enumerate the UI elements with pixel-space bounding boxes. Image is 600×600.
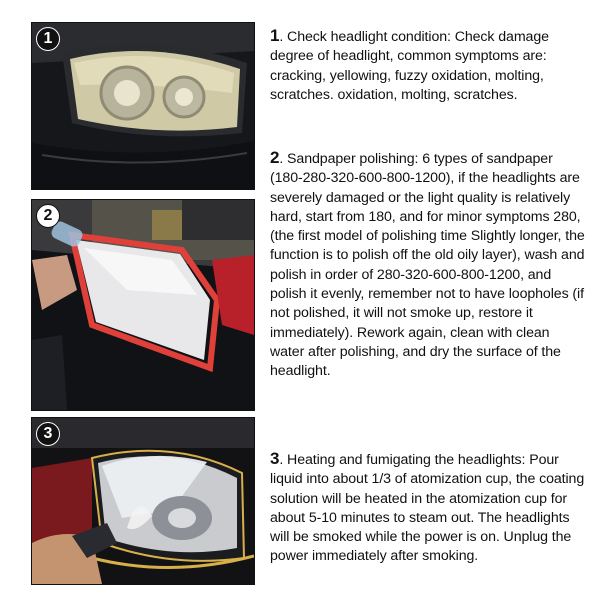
headlight-yellowed-image [32,23,254,189]
step-1-description: . Check headlight condition: Check damage degree of headlight, common symptoms are: cracking, yellowing, fuzzy oxidation, molting, scratches. oxidation, molting, scratches. [270,29,549,103]
step-3-badge: 3 [36,422,60,446]
step-1-text [270,26,586,105]
headlight-sanding-image [32,200,254,410]
step-3-text [270,449,586,567]
step-2-description: . Sandpaper polishing: 6 types of sandpaper (180-280-320-600-800-1200), if the headlights are severely damaged or the light quality is relatively hard, start from 180, and for minor symptoms 280, (the first model of polishing time Slightly longer, the function is to polish off the old oily layer), wash and polish in order of 280-320-600-800-1200, and polish it evenly, remember not to have loopholes (if not polished, it will not smoke up, restore it immediately). Rework again, clean with clean water after polishing, and dry the surface of the headlight. [270,151,585,380]
step-2-photo [31,199,255,411]
step-3-description: . Heating and fumigating the headlights: Pour liquid into about 1/3 of atomization cup, the coating solution will be heated in the atomization cup for about 5-10 minutes to steam out. The headlights will be smoked while the power is on. Unplug the power immediately after smoking. [270,452,585,565]
step-3-number: 3 [270,449,280,468]
step-2-number: 2 [270,148,280,167]
step-3-photo [31,417,255,585]
step-1-number: 1 [270,26,280,45]
step-2-badge: 2 [36,204,60,228]
headlight-fumigating-image [32,418,254,584]
step-2-text [270,148,586,382]
step-1-photo [31,22,255,190]
step-1-badge: 1 [36,27,60,51]
